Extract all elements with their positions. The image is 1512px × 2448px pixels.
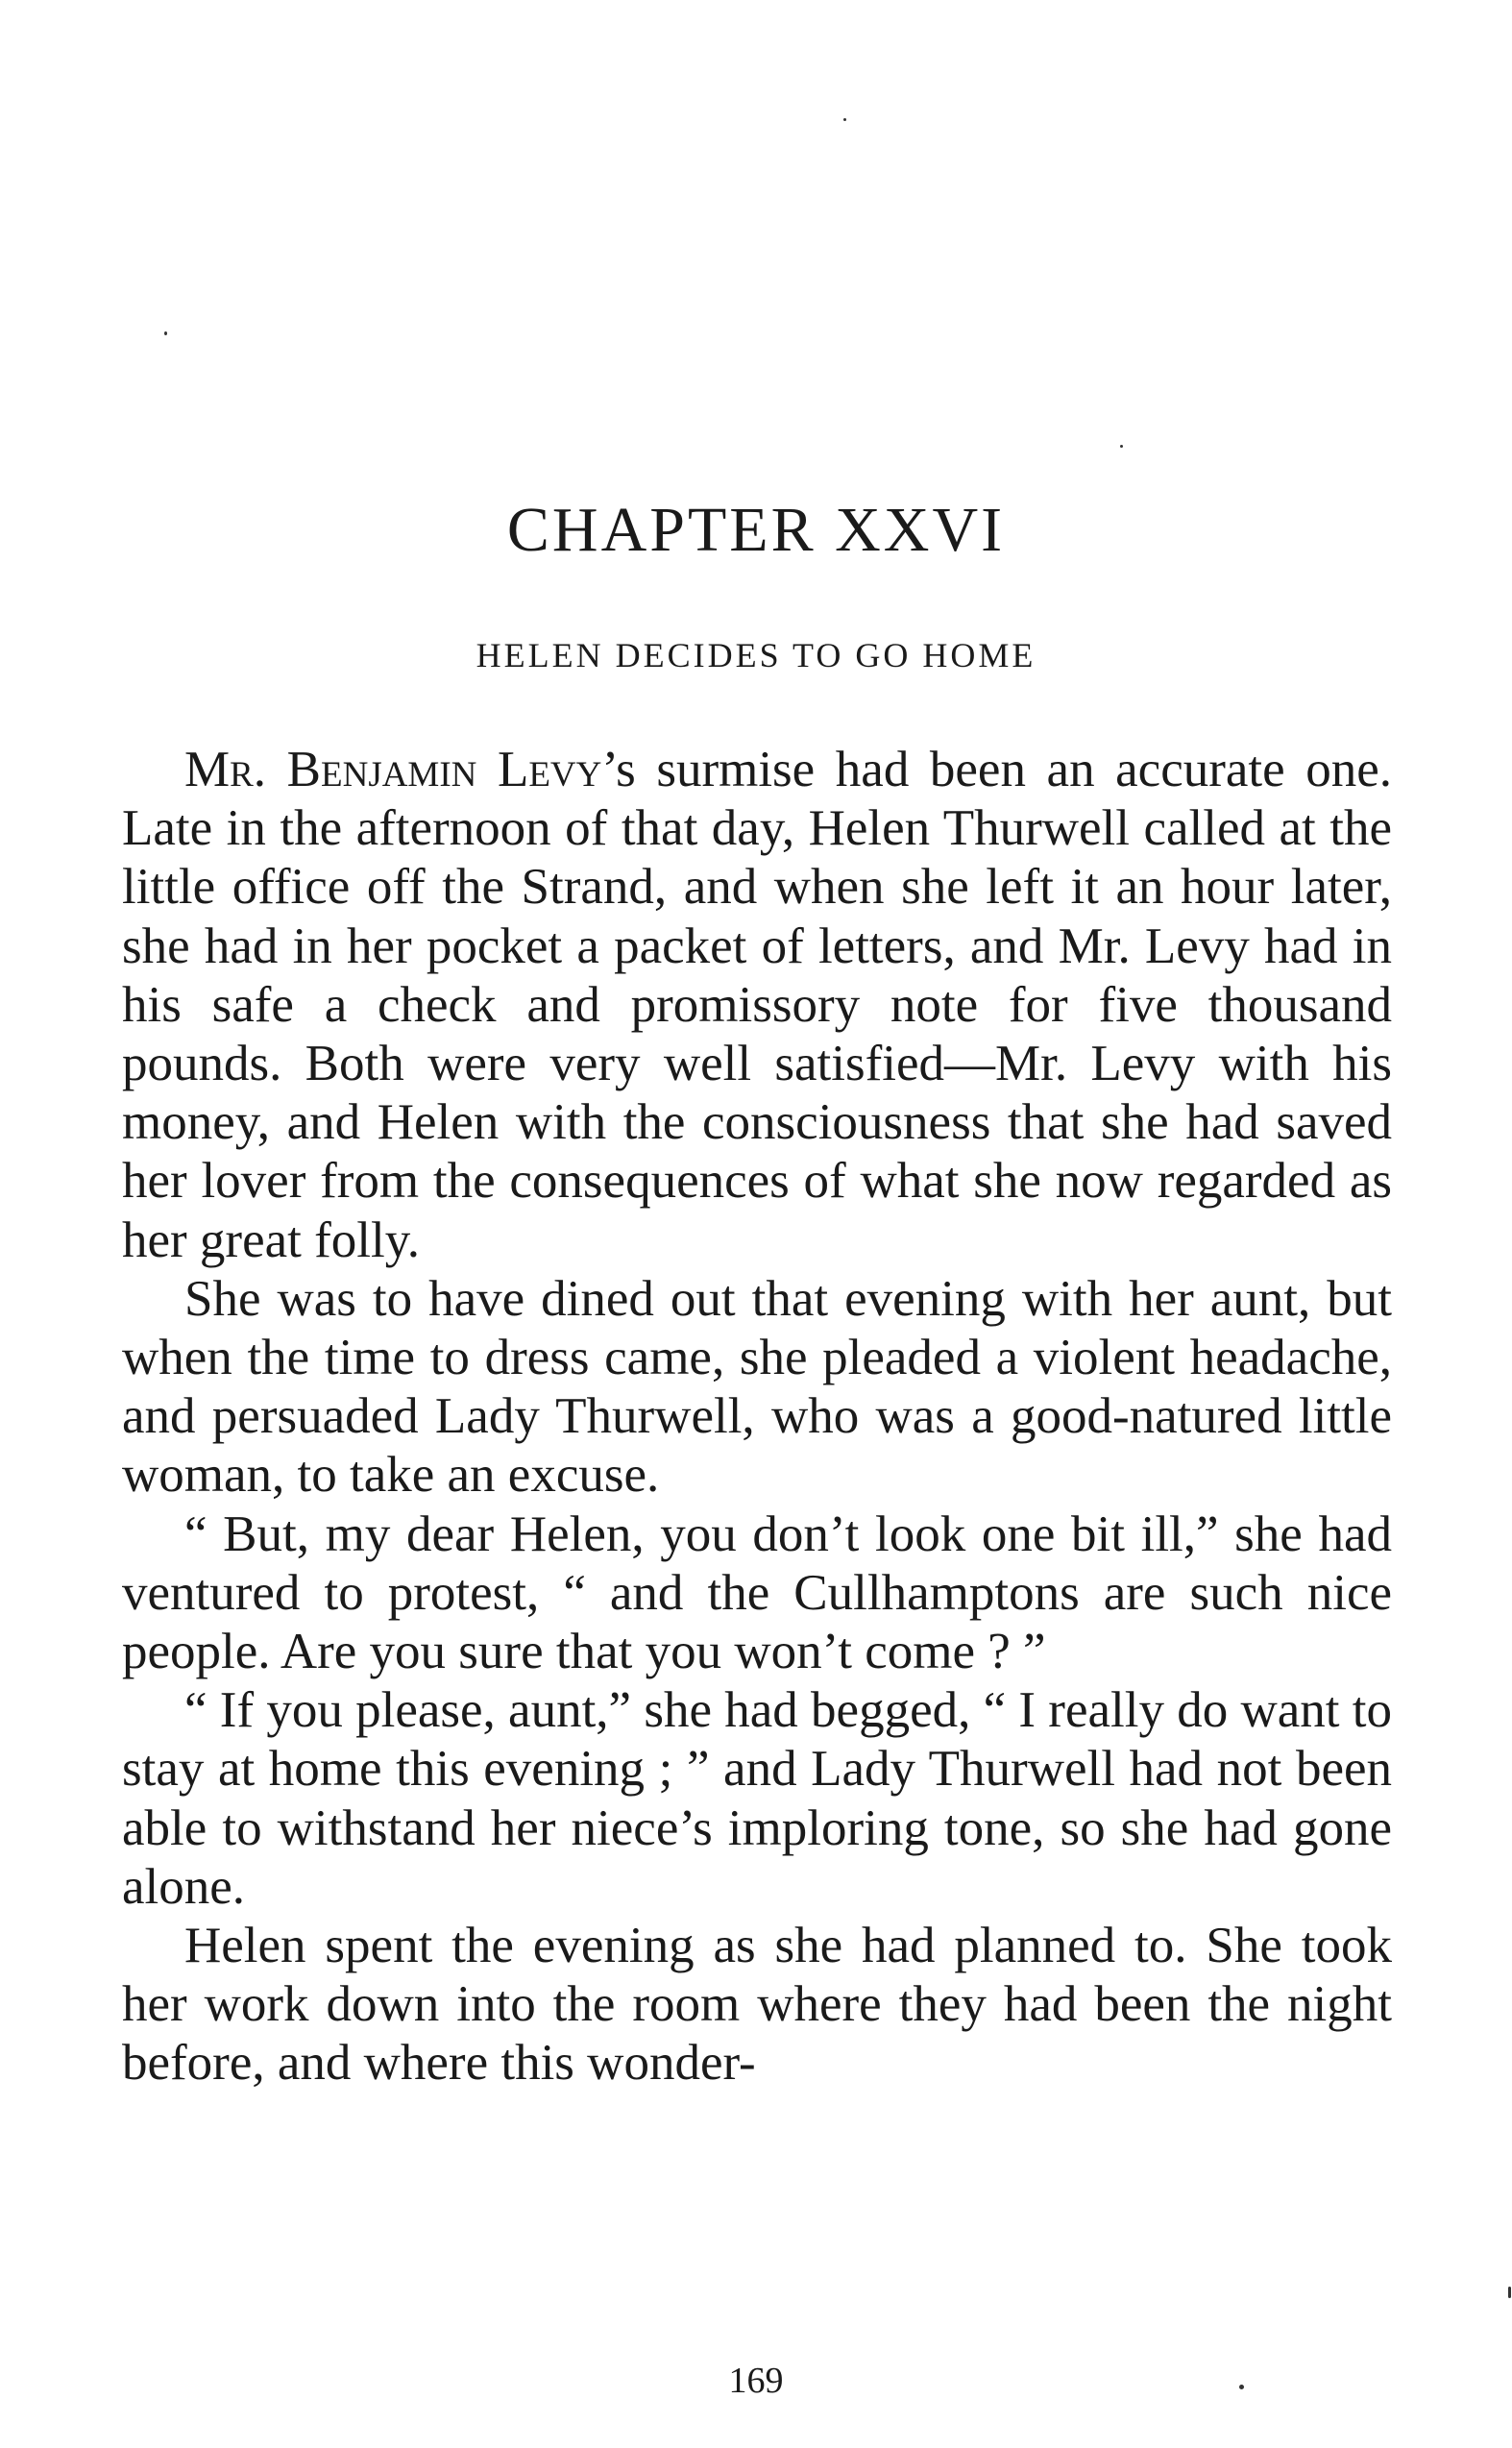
print-speck [1120,445,1123,448]
paragraph: She was to have dined out that evening with her aunt, but when the time to dress came, she pleaded a violent headache, and persuaded Lady Thurwell, who was a good-natured little woman, to take an excuse. [122,1270,1392,1504]
chapter-subtitle: HELEN DECIDES TO GO HOME [476,636,1036,674]
body-text [122,741,1392,2093]
print-speck [1239,2385,1244,2389]
paragraph: “ But, my dear Helen, you don’t look one bit ill,” she had ventured to protest, “ and the Cullhamptons are such nice people. Are you sure that you won’t come ? ” [122,1506,1392,1680]
print-speck [843,118,846,121]
print-speck [1508,2287,1511,2298]
paragraph [122,741,1392,1270]
paragraph-lead-small-caps: Mr. Benjamin Levy [184,742,602,797]
paragraph: “ If you please, aunt,” she had begged, “ I really do want to stay at home this evening ; ” and Lady Thurwell had not been able to withstand her niece’s imploring tone, so she had gone alone. [122,1682,1392,1915]
paragraph: Helen spent the evening as she had planned to. She took her work down into the room where they had been the night before, and where this wonder- [122,1918,1392,2092]
chapter-title: CHAPTER XXVI [506,495,1006,565]
page-number: 169 [728,2361,784,2401]
paragraph-text: ’s surmise had been an accurate one. Late in the afternoon of that day, Helen Thurwell called at the little office off the Strand, and when she left it an hour later, she had in her pocket a packet of letters, and Mr. Levy had in his safe a check and promissory note for five thousand pounds. Both were very well satisfied—Mr. Levy with his money, and Helen with the consciousness that she had saved her lover from the consequences of what she now regarded as her great folly. [122,742,1393,1268]
print-speck [164,331,167,335]
